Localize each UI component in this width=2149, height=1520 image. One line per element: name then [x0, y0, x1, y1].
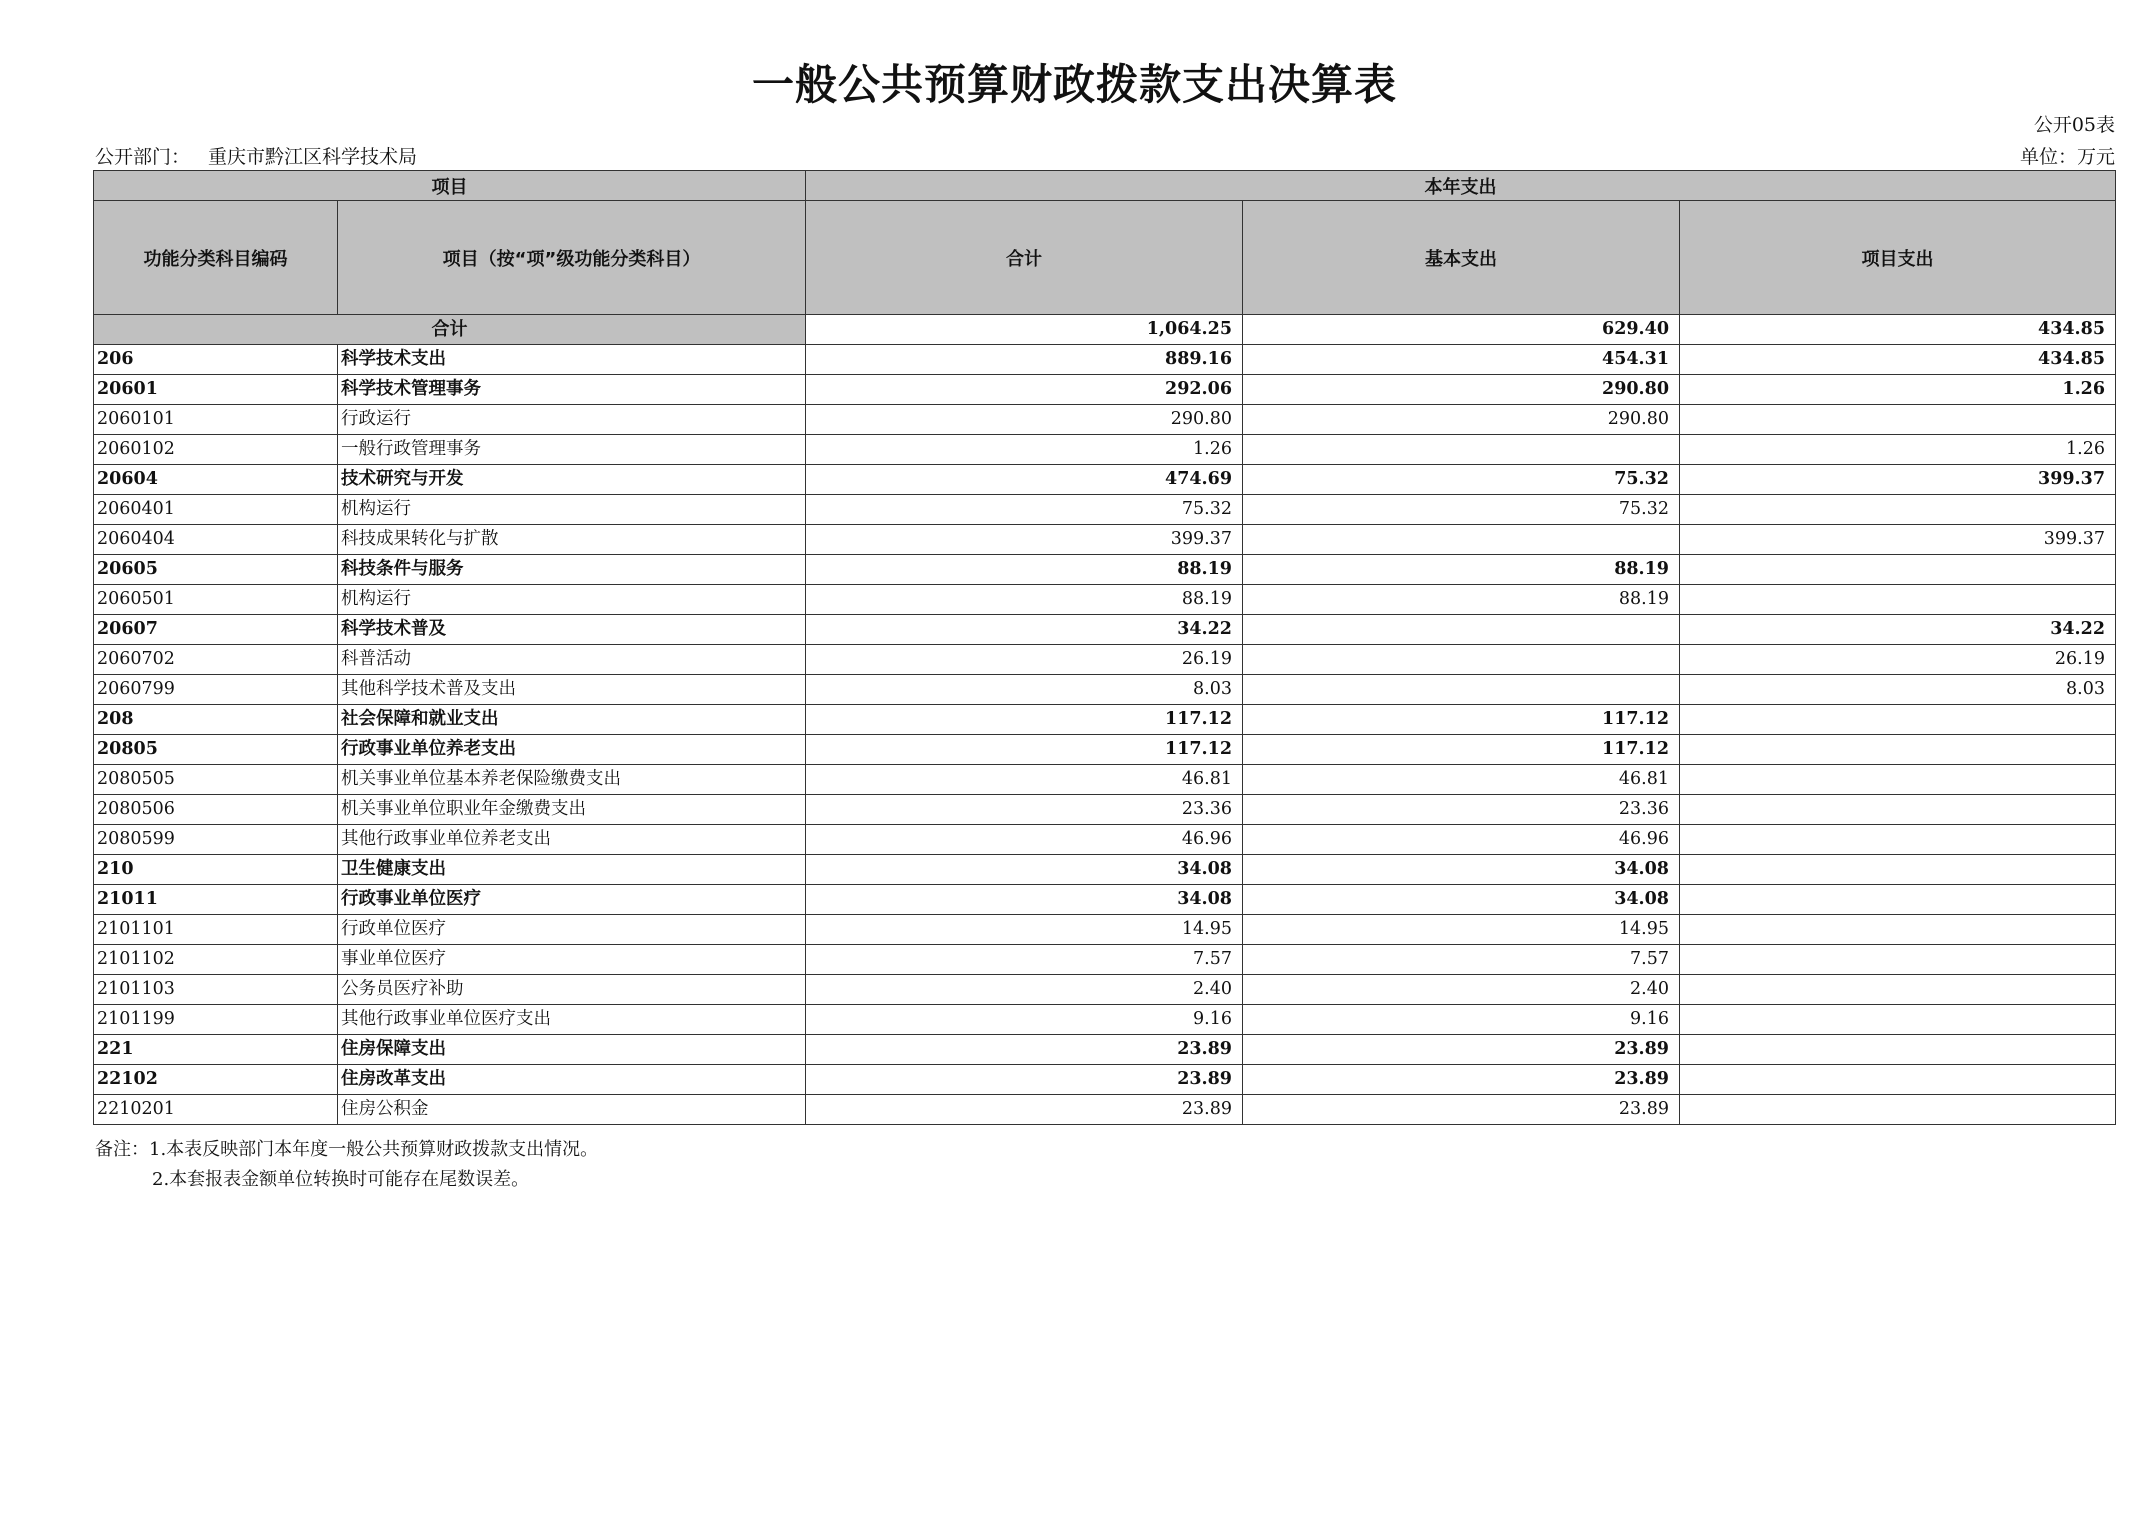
- table-row: [94, 765, 2116, 795]
- table-row: [94, 795, 2116, 825]
- row-basic: 23.89: [1243, 1035, 1680, 1065]
- table-row: [94, 585, 2116, 615]
- row-total: 1.26: [806, 435, 1243, 465]
- row-project: [1680, 495, 2116, 525]
- row-project: 399.37: [1680, 465, 2116, 495]
- row-project: 34.22: [1680, 615, 2116, 645]
- row-basic: 46.96: [1243, 825, 1680, 855]
- row-total: 34.22: [806, 615, 1243, 645]
- table-row: [94, 375, 2116, 405]
- row-project: [1680, 855, 2116, 885]
- table-row: [94, 975, 2116, 1005]
- header-total: 合计: [806, 201, 1243, 315]
- row-basic: 23.89: [1243, 1095, 1680, 1125]
- row-name: 其他科学技术普及支出: [338, 675, 806, 705]
- row-name: 行政事业单位医疗: [338, 885, 806, 915]
- row-project: [1680, 765, 2116, 795]
- row-project: 399.37: [1680, 525, 2116, 555]
- total-amount: 1,064.25: [806, 315, 1243, 345]
- row-code: 20604: [94, 465, 338, 495]
- row-name: 科技成果转化与扩散: [338, 525, 806, 555]
- row-code: 2101103: [94, 975, 338, 1005]
- row-code: 2060501: [94, 585, 338, 615]
- row-project: [1680, 555, 2116, 585]
- row-name: 科学技术普及: [338, 615, 806, 645]
- row-project: [1680, 1065, 2116, 1095]
- row-total: 292.06: [806, 375, 1243, 405]
- total-row: [94, 315, 2116, 345]
- row-code: 2060101: [94, 405, 338, 435]
- row-name: 公务员医疗补助: [338, 975, 806, 1005]
- row-code: 22102: [94, 1065, 338, 1095]
- header-row-columns: [94, 201, 2116, 315]
- form-number: 公开05表: [2033, 114, 2115, 136]
- row-code: 2101101: [94, 915, 338, 945]
- row-basic: 9.16: [1243, 1005, 1680, 1035]
- row-name: 机构运行: [338, 495, 806, 525]
- row-code: 2101199: [94, 1005, 338, 1035]
- header-year-group: 本年支出: [806, 171, 2116, 201]
- row-code: 2060102: [94, 435, 338, 465]
- table-row: [94, 495, 2116, 525]
- row-code: 2080505: [94, 765, 338, 795]
- row-project: 1.26: [1680, 375, 2116, 405]
- row-total: 88.19: [806, 555, 1243, 585]
- row-name: 卫生健康支出: [338, 855, 806, 885]
- row-total: 9.16: [806, 1005, 1243, 1035]
- row-project: 8.03: [1680, 675, 2116, 705]
- row-basic: 454.31: [1243, 345, 1680, 375]
- row-total: 46.96: [806, 825, 1243, 855]
- row-total: 34.08: [806, 855, 1243, 885]
- row-code: 221: [94, 1035, 338, 1065]
- table-row: [94, 1005, 2116, 1035]
- row-basic: 23.36: [1243, 795, 1680, 825]
- row-basic: 14.95: [1243, 915, 1680, 945]
- table-row: [94, 465, 2116, 495]
- row-code: 2060404: [94, 525, 338, 555]
- row-total: 26.19: [806, 645, 1243, 675]
- total-project: 434.85: [1680, 315, 2116, 345]
- department-label: 公开部门：: [95, 146, 191, 168]
- row-basic: 34.08: [1243, 855, 1680, 885]
- row-basic: 75.32: [1243, 465, 1680, 495]
- row-name: 住房改革支出: [338, 1065, 806, 1095]
- row-name: 机关事业单位职业年金缴费支出: [338, 795, 806, 825]
- note-1: 备注：1.本表反映部门本年度一般公共预算财政拨款支出情况。: [95, 1139, 599, 1160]
- row-total: 117.12: [806, 735, 1243, 765]
- row-code: 2060702: [94, 645, 338, 675]
- row-code: 21011: [94, 885, 338, 915]
- table-row: [94, 825, 2116, 855]
- row-basic: [1243, 645, 1680, 675]
- expenditure-table: [93, 170, 2116, 1125]
- row-total: 8.03: [806, 675, 1243, 705]
- row-code: 2101102: [94, 945, 338, 975]
- row-basic: 46.81: [1243, 765, 1680, 795]
- total-label: 合计: [94, 315, 806, 345]
- table-row: [94, 675, 2116, 705]
- row-name: 社会保障和就业支出: [338, 705, 806, 735]
- row-name: 科技条件与服务: [338, 555, 806, 585]
- row-code: 20601: [94, 375, 338, 405]
- row-code: 2060401: [94, 495, 338, 525]
- row-code: 210: [94, 855, 338, 885]
- row-project: [1680, 735, 2116, 765]
- row-name: 其他行政事业单位养老支出: [338, 825, 806, 855]
- row-project: [1680, 1035, 2116, 1065]
- row-project: 434.85: [1680, 345, 2116, 375]
- row-code: 2080506: [94, 795, 338, 825]
- row-name: 行政事业单位养老支出: [338, 735, 806, 765]
- row-total: 117.12: [806, 705, 1243, 735]
- header-row-group: [94, 171, 2116, 201]
- row-total: 889.16: [806, 345, 1243, 375]
- row-code: 20605: [94, 555, 338, 585]
- row-project: [1680, 705, 2116, 735]
- row-total: 474.69: [806, 465, 1243, 495]
- row-total: 7.57: [806, 945, 1243, 975]
- row-name: 行政单位医疗: [338, 915, 806, 945]
- table-row: [94, 525, 2116, 555]
- table-row: [94, 1035, 2116, 1065]
- notes: [95, 1135, 598, 1195]
- row-name: 其他行政事业单位医疗支出: [338, 1005, 806, 1035]
- row-project: [1680, 585, 2116, 615]
- unit-label: 单位：万元: [2019, 146, 2115, 168]
- row-total: 14.95: [806, 915, 1243, 945]
- table-row: [94, 645, 2116, 675]
- header-name: 项目（按“项”级功能分类科目）: [338, 201, 806, 315]
- table-row: [94, 435, 2116, 465]
- row-name: 事业单位医疗: [338, 945, 806, 975]
- row-total: 23.89: [806, 1035, 1243, 1065]
- row-name: 科学技术管理事务: [338, 375, 806, 405]
- header-code: 功能分类科目编码: [94, 201, 338, 315]
- header-item-group: 项目: [94, 171, 806, 201]
- row-project: [1680, 825, 2116, 855]
- row-name: 机关事业单位基本养老保险缴费支出: [338, 765, 806, 795]
- table-row: [94, 1095, 2116, 1125]
- row-basic: 117.12: [1243, 705, 1680, 735]
- row-total: 2.40: [806, 975, 1243, 1005]
- page-title: 一般公共预算财政拨款支出决算表: [751, 60, 1397, 109]
- table-row: [94, 915, 2116, 945]
- row-name: 住房保障支出: [338, 1035, 806, 1065]
- row-basic: [1243, 525, 1680, 555]
- row-basic: [1243, 615, 1680, 645]
- row-project: [1680, 405, 2116, 435]
- row-basic: 23.89: [1243, 1065, 1680, 1095]
- table-row: [94, 885, 2116, 915]
- table-row: [94, 705, 2116, 735]
- header-project: 项目支出: [1680, 201, 2116, 315]
- row-total: 23.36: [806, 795, 1243, 825]
- row-total: 46.81: [806, 765, 1243, 795]
- row-project: [1680, 795, 2116, 825]
- row-name: 技术研究与开发: [338, 465, 806, 495]
- row-total: 23.89: [806, 1095, 1243, 1125]
- table-row: [94, 855, 2116, 885]
- header-basic: 基本支出: [1243, 201, 1680, 315]
- row-basic: 290.80: [1243, 405, 1680, 435]
- row-name: 住房公积金: [338, 1095, 806, 1125]
- row-code: 2210201: [94, 1095, 338, 1125]
- row-name: 机构运行: [338, 585, 806, 615]
- row-total: 399.37: [806, 525, 1243, 555]
- row-total: 290.80: [806, 405, 1243, 435]
- row-code: 2080599: [94, 825, 338, 855]
- department-name: 重庆市黔江区科学技术局: [208, 146, 418, 168]
- row-code: 206: [94, 345, 338, 375]
- row-code: 2060799: [94, 675, 338, 705]
- note-2: 2.本套报表金额单位转换时可能存在尾数误差。: [152, 1169, 530, 1190]
- table-row: [94, 405, 2116, 435]
- row-project: [1680, 1095, 2116, 1125]
- row-name: 科普活动: [338, 645, 806, 675]
- row-name: 一般行政管理事务: [338, 435, 806, 465]
- table-row: [94, 615, 2116, 645]
- table-row: [94, 345, 2116, 375]
- row-basic: 88.19: [1243, 555, 1680, 585]
- row-basic: 88.19: [1243, 585, 1680, 615]
- row-code: 208: [94, 705, 338, 735]
- row-project: [1680, 885, 2116, 915]
- row-project: 1.26: [1680, 435, 2116, 465]
- row-basic: 34.08: [1243, 885, 1680, 915]
- row-total: 88.19: [806, 585, 1243, 615]
- row-project: [1680, 915, 2116, 945]
- row-basic: 2.40: [1243, 975, 1680, 1005]
- table-row: [94, 735, 2116, 765]
- table-row: [94, 1065, 2116, 1095]
- row-name: 行政运行: [338, 405, 806, 435]
- table-row: [94, 555, 2116, 585]
- row-basic: 290.80: [1243, 375, 1680, 405]
- table-row: [94, 945, 2116, 975]
- row-total: 23.89: [806, 1065, 1243, 1095]
- row-total: 34.08: [806, 885, 1243, 915]
- row-code: 20805: [94, 735, 338, 765]
- row-name: 科学技术支出: [338, 345, 806, 375]
- department-line: [95, 142, 417, 169]
- row-basic: 7.57: [1243, 945, 1680, 975]
- row-project: [1680, 975, 2116, 1005]
- row-project: 26.19: [1680, 645, 2116, 675]
- row-project: [1680, 1005, 2116, 1035]
- row-basic: [1243, 675, 1680, 705]
- row-basic: 117.12: [1243, 735, 1680, 765]
- row-basic: [1243, 435, 1680, 465]
- total-basic: 629.40: [1243, 315, 1680, 345]
- row-project: [1680, 945, 2116, 975]
- row-basic: 75.32: [1243, 495, 1680, 525]
- row-code: 20607: [94, 615, 338, 645]
- row-total: 75.32: [806, 495, 1243, 525]
